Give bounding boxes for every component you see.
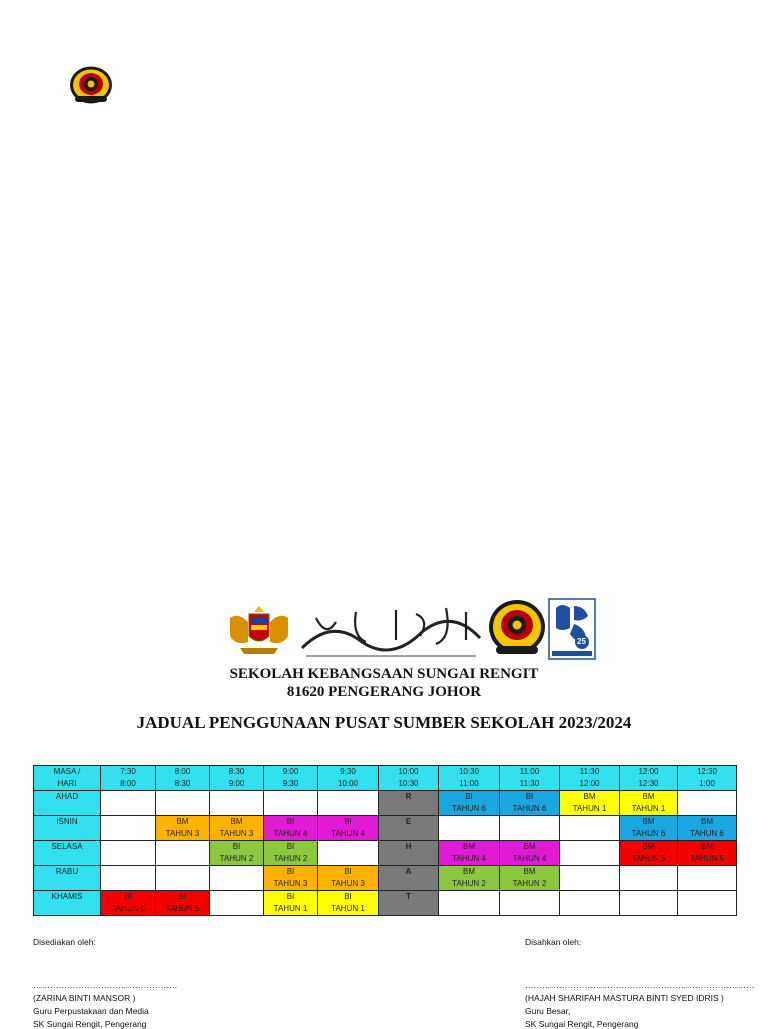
time-end: 8:30	[174, 779, 191, 788]
slot-cell	[439, 816, 500, 841]
slot-cell	[560, 841, 620, 866]
slot-subject: BI	[286, 817, 295, 826]
slot-class: TAHUN 2	[512, 879, 547, 888]
time-header-cell	[439, 766, 500, 791]
time-header-cell	[318, 766, 379, 791]
slot-subject: BM	[583, 792, 596, 801]
slot-subject: BM	[701, 842, 713, 851]
slot-cell	[620, 841, 678, 866]
day-cell: ISNIN	[34, 816, 101, 841]
time-header-cell	[560, 766, 620, 791]
rehat-cell	[379, 866, 439, 891]
slot-cell	[264, 841, 318, 866]
prepared-by-org: SK Sungai Rengit, Pengerang	[33, 1019, 147, 1029]
slot-cell	[439, 791, 500, 816]
slot-cell	[318, 816, 379, 841]
slot-cell	[318, 866, 379, 891]
slot-cell	[560, 791, 620, 816]
school-name: SEKOLAH KEBANGSAAN SUNGAI RENGIT	[229, 666, 539, 682]
corner-line-2: HARI	[57, 779, 77, 788]
slot-class: TAHUN 5	[690, 854, 724, 863]
slot-cell	[678, 791, 737, 816]
slot-class: TAHUN 1	[631, 804, 666, 813]
slot-class: TAHUN 1	[331, 904, 365, 913]
slot-class: TAHUN 5	[111, 904, 145, 913]
time-header-cell	[264, 766, 318, 791]
time-end: 9:30	[282, 779, 299, 788]
time-end: 9:00	[228, 779, 245, 788]
time-header-cell	[210, 766, 264, 791]
time-header-cell	[678, 766, 737, 791]
time-header-cell	[500, 766, 560, 791]
slot-cell	[264, 791, 318, 816]
table-row	[34, 866, 737, 891]
slot-subject: BI	[286, 892, 295, 901]
slot-cell	[210, 791, 264, 816]
approved-by-name: (HAJAH SHARIFAH MASTURA BINTI SYED IDRIS )	[525, 993, 724, 1003]
slot-class: TAHUN 4	[512, 854, 547, 863]
malaysia-coat-of-arms-logo	[224, 604, 294, 660]
time-end: 11:00	[459, 779, 479, 788]
slot-subject: BM	[523, 842, 536, 851]
slot-cell	[678, 866, 737, 891]
slot-subject: BI	[344, 867, 352, 876]
time-end: 11:30	[519, 779, 540, 788]
table-row	[34, 841, 737, 866]
slot-subject: BI	[344, 892, 352, 901]
time-start: 7:30	[120, 767, 136, 776]
slot-class: TAHUN 4	[273, 829, 308, 838]
slot-cell	[156, 791, 210, 816]
slot-subject: BM	[701, 817, 713, 826]
slot-cell	[210, 891, 264, 916]
slot-class: TAHUN 5	[631, 854, 666, 863]
day-cell: RABU	[34, 866, 101, 891]
time-start: 9:00	[282, 767, 299, 776]
slot-class: TAHUN 2	[452, 879, 486, 888]
approved-by-org: SK Sungai Rengit, Pengerang	[525, 1019, 639, 1029]
slot-class: TAHUN 6	[452, 804, 486, 813]
time-header-cell	[620, 766, 678, 791]
school-address: 81620 PENGERANG JOHOR	[286, 684, 482, 700]
slot-cell	[101, 816, 156, 841]
approved-by-dots: ………………………………………………………………………	[525, 980, 755, 990]
slot-subject: H	[405, 842, 412, 851]
slot-cell	[156, 841, 210, 866]
jawi-calligraphy-banner	[296, 598, 486, 664]
slot-cell	[156, 866, 210, 891]
time-header-cell	[379, 766, 439, 791]
slot-subject: BM	[642, 842, 655, 851]
slot-subject: BM	[523, 867, 536, 876]
slot-class: TAHUN 2	[273, 854, 308, 863]
slot-cell	[620, 891, 678, 916]
time-end: 10:30	[398, 779, 419, 788]
time-header-cell	[156, 766, 210, 791]
slot-subject: R	[405, 792, 412, 801]
slot-class: TAHUN 5	[165, 904, 200, 913]
slot-cell	[678, 891, 737, 916]
slot-class: TAHUN 2	[219, 854, 254, 863]
slot-subject: BI	[525, 792, 534, 801]
rehat-cell	[379, 816, 439, 841]
prepared-by-name: (ZARINA BINTI MANSOR )	[33, 993, 136, 1003]
approved-by-role: Guru Besar,	[525, 1006, 571, 1016]
slot-class: TAHUN 4	[452, 854, 486, 863]
corner-line-1: MASA /	[53, 767, 81, 776]
time-end: 10:00	[337, 779, 359, 788]
time-start: 11:30	[579, 767, 600, 776]
slot-class: TAHUN 4	[331, 829, 365, 838]
time-start: 10:00	[398, 767, 419, 776]
slot-cell	[101, 866, 156, 891]
slot-subject: BI	[286, 867, 295, 876]
rehat-cell	[379, 791, 439, 816]
slot-class: TAHUN 6	[631, 829, 666, 838]
time-end: 12:30	[638, 779, 659, 788]
slot-class: TAHUN 3	[273, 879, 308, 888]
slot-cell	[500, 841, 560, 866]
slot-class: TAHUN 1	[572, 804, 607, 813]
slot-cell	[500, 866, 560, 891]
rehat-cell	[379, 841, 439, 866]
time-start: 9:30	[340, 767, 356, 776]
day-cell: AHAD	[34, 791, 101, 816]
slot-class: TAHUN 3	[165, 829, 200, 838]
slot-cell	[500, 891, 560, 916]
slot-subject: BI	[344, 817, 352, 826]
time-start: 8:30	[228, 767, 245, 776]
slot-subject: E	[405, 817, 412, 826]
slot-cell	[439, 866, 500, 891]
slot-cell	[500, 816, 560, 841]
time-start: 10:30	[458, 767, 480, 776]
day-cell: SELASA	[34, 841, 101, 866]
school-logo-crest	[488, 598, 546, 660]
slot-cell	[439, 891, 500, 916]
table-row	[34, 791, 737, 816]
corner-cell	[34, 766, 101, 791]
slot-class: TAHUN 1	[273, 904, 308, 913]
slot-cell	[101, 791, 156, 816]
time-header-cell	[101, 766, 156, 791]
slot-cell	[678, 841, 737, 866]
time-start: 8:00	[174, 767, 191, 776]
slot-cell	[210, 866, 264, 891]
time-end: 1:00	[699, 779, 715, 788]
slot-cell	[210, 816, 264, 841]
badge-25-text: 25	[577, 637, 586, 646]
slot-cell	[678, 816, 737, 841]
slot-subject: BM	[642, 817, 655, 826]
slot-class: TAHUN 3	[331, 879, 365, 888]
timetable	[33, 765, 737, 916]
slot-cell	[318, 841, 379, 866]
slot-cell	[318, 791, 379, 816]
slot-cell	[318, 891, 379, 916]
slot-subject: BM	[463, 867, 475, 876]
school-logo-top	[69, 66, 113, 106]
time-end: 8:00	[120, 779, 136, 788]
slot-cell	[560, 866, 620, 891]
slot-cell	[620, 866, 678, 891]
slot-cell	[439, 841, 500, 866]
approved-by-label: Disahkan oleh:	[525, 937, 582, 947]
prepared-by-label: Disediakan oleh:	[33, 937, 96, 947]
slot-class: TAHUN 6	[690, 829, 724, 838]
slot-cell	[620, 816, 678, 841]
slot-cell	[101, 891, 156, 916]
slot-subject: BM	[642, 792, 655, 801]
slot-cell	[500, 791, 560, 816]
time-start: 12:00	[638, 767, 659, 776]
slot-cell	[156, 816, 210, 841]
slot-subject: BI	[232, 842, 241, 851]
slot-subject: BI	[124, 892, 132, 901]
table-row	[34, 891, 737, 916]
slot-cell	[620, 791, 678, 816]
slot-subject: T	[406, 892, 411, 901]
slot-cell	[210, 841, 264, 866]
header-row	[34, 766, 737, 791]
slot-subject: A	[405, 867, 412, 876]
slot-cell	[264, 891, 318, 916]
slot-cell	[264, 816, 318, 841]
page-title: JADUAL PENGGUNAAN PUSAT SUMBER SEKOLAH 2023/2024	[136, 713, 632, 732]
slot-subject: BI	[178, 892, 187, 901]
slot-cell	[560, 816, 620, 841]
slot-subject: BM	[230, 817, 243, 826]
time-end: 12:00	[579, 779, 600, 788]
slot-cell	[264, 866, 318, 891]
slot-subject: BI	[286, 842, 295, 851]
slot-cell	[101, 841, 156, 866]
time-start: 11:00	[519, 767, 540, 776]
slot-class: TAHUN 3	[219, 829, 254, 838]
time-start: 12:30	[696, 767, 718, 776]
day-cell: KHAMIS	[34, 891, 101, 916]
slot-cell	[560, 891, 620, 916]
slot-class: TAHUN 6	[512, 804, 547, 813]
prepared-by-role: Guru Perpustakaan dan Media	[33, 1006, 149, 1016]
slot-subject: BI	[465, 792, 473, 801]
prepared-by-dots: ……………………………………………	[33, 980, 178, 990]
rehat-cell	[379, 891, 439, 916]
table-row	[34, 816, 737, 841]
slot-cell	[156, 891, 210, 916]
ppd-25-badge-logo	[548, 598, 596, 660]
slot-subject: BM	[176, 817, 189, 826]
slot-subject: BM	[463, 842, 475, 851]
